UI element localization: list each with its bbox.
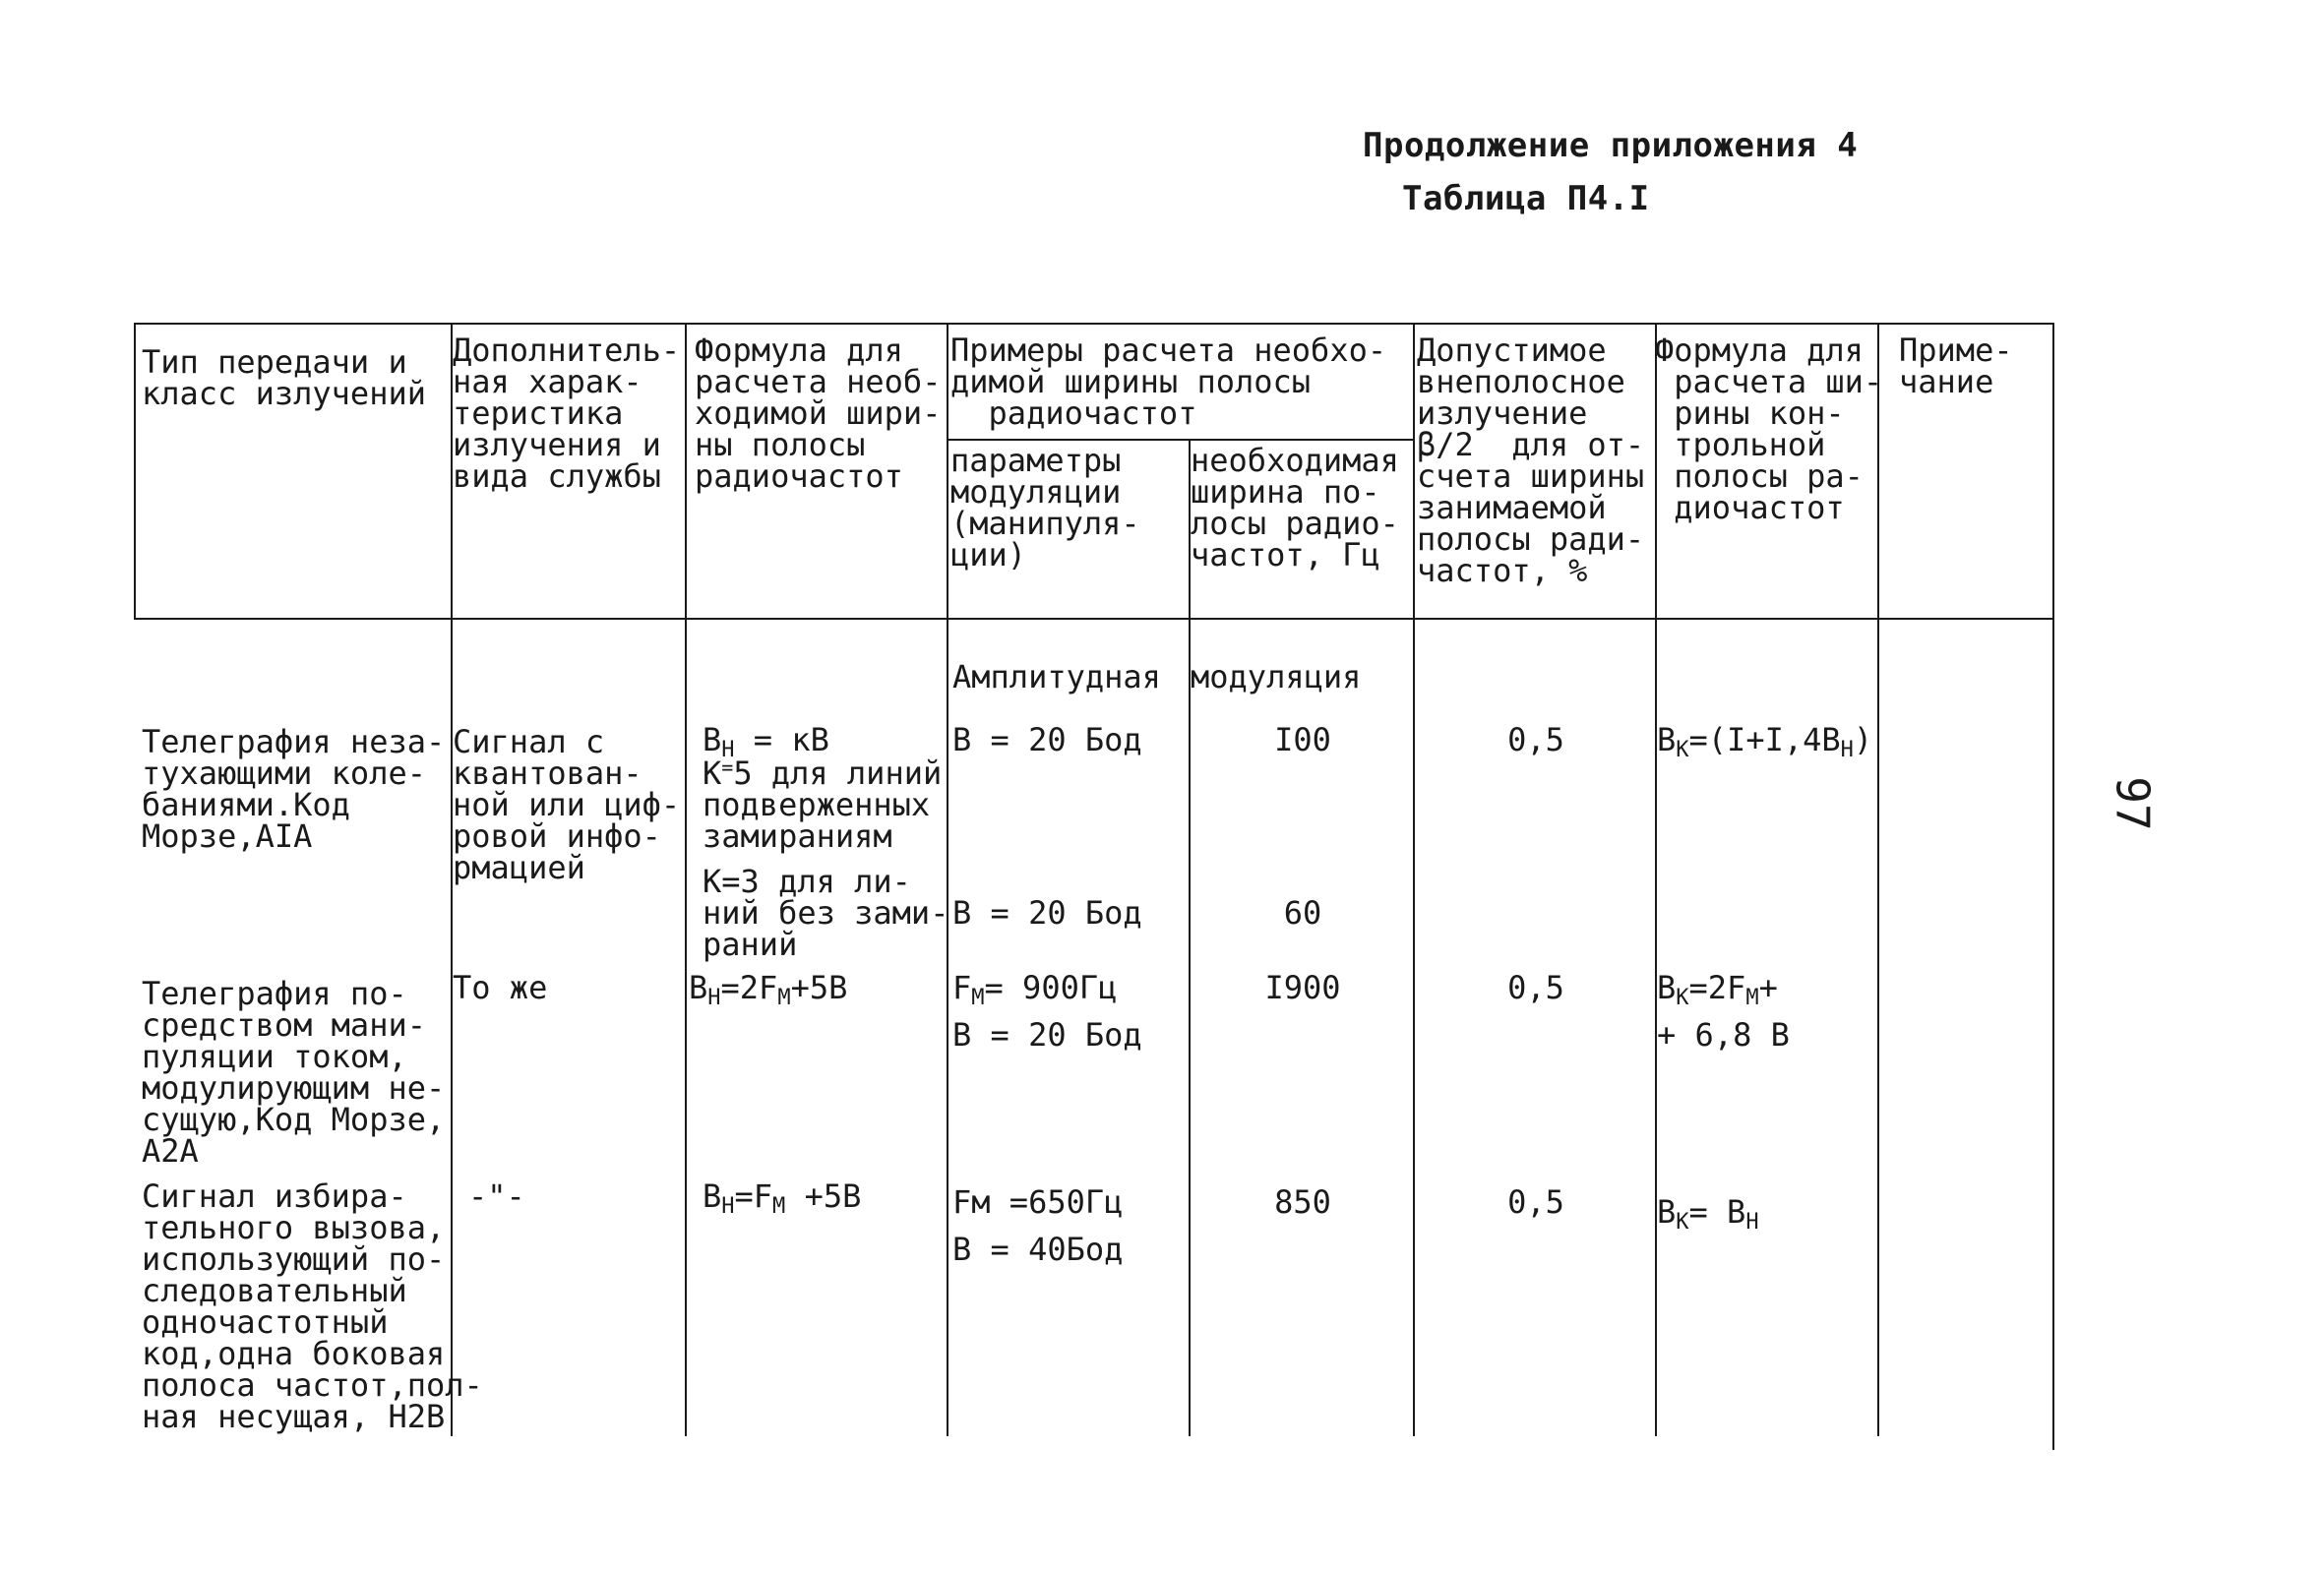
row2-control-formula: $B_K=2F_M+$ — [1657, 969, 1778, 1010]
row2-formula: $B_H=2F_M+5B$ — [689, 969, 848, 1010]
row2-mod-params-2: B = 20 Бод — [952, 1016, 1142, 1054]
row1-formula-c: K=3 для ли- ний без зами- раний — [703, 863, 949, 963]
row1-mod-params-1: B = 20 Бод — [952, 721, 1142, 758]
col-border-0 — [134, 323, 136, 620]
header-out-of-band: Допустимое внеполосное излучение β/2 для от- счета ширины занимаемой полосы ради- частот, % — [1417, 332, 1645, 589]
row1-formula-b: K=5 для линий подверженных замираниям — [703, 754, 943, 855]
row3-characteristic: -"- — [468, 1177, 525, 1215]
row3-mod-params-1: Fм =650Гц — [952, 1183, 1124, 1221]
row1-mod-params-2: B = 20 Бод — [952, 894, 1142, 932]
subheader-divider — [947, 439, 1415, 441]
row1-formula-a: $B_H$ = кB — [703, 721, 829, 762]
header-control-band-formula: Формула для расчета ши- рины кон- трольной полосы ра- диочастот — [1655, 332, 1883, 526]
col-border-8 — [2052, 323, 2054, 1450]
row2-control-formula-cont: + 6,8 B — [1657, 1016, 1790, 1054]
row2-out-of-band: 0,5 — [1507, 969, 1564, 1006]
row3-formula: $B_H=F_M +5B$ — [703, 1177, 862, 1219]
row3-mod-params-2: B = 40Бод — [952, 1231, 1124, 1268]
row2-mod-params-1: $F_M= 900Гц$ — [952, 969, 1118, 1010]
row3-control-formula: $B_K= B_H$ — [1657, 1193, 1759, 1235]
col-border-5 — [1413, 323, 1415, 1436]
header-emission-type: Тип передачи и класс излучений — [142, 343, 426, 412]
row2-emission-type: Телеграфия по- средством мани- пуляции током, модулирующим не- сущую,Код Морзе, A2A — [142, 975, 446, 1170]
row1-out-of-band: 0,5 — [1507, 721, 1564, 758]
header-bandwidth-formula: Формула для расчета необ- ходимой шири- ны полосы радиочастот — [695, 332, 942, 495]
header-modulation-params: параметры модуляции (манипуля- ции) — [950, 442, 1140, 573]
row2-characteristic: То же — [453, 969, 548, 1006]
row1-control-formula: $B_K=(I+I,4B_H)$ — [1657, 721, 1873, 762]
table-top-border — [134, 323, 2054, 325]
col-border-4 — [1189, 439, 1191, 1436]
row3-emission-type: Сигнал избира- тельного вызова, использующий по- следовательный одночастотный код,одна боковая полоса частот,пол- ная несущая, H2B — [142, 1177, 483, 1435]
row1-bandwidth-2: 60 — [1283, 894, 1322, 932]
header-calculation-examples: Примеры расчета необхо- димой ширины полосы радиочастот — [950, 332, 1387, 432]
row1-bandwidth-1: I00 — [1274, 721, 1331, 758]
page-number: 97 — [2106, 776, 2160, 831]
header-necessary-bandwidth: необходимая ширина по- лосы радио- частот, Гц — [1191, 442, 1399, 573]
section-label-amplitude: Амплитудная — [952, 658, 1161, 695]
header-bottom-border — [134, 618, 2054, 620]
continuation-heading: Продолжение приложения 4 — [1363, 126, 1859, 165]
header-additional-characteristic: Дополнитель- ная харак- теристика излучения и вида службы — [453, 332, 681, 495]
col-border-2 — [685, 323, 687, 1436]
section-label-modulation: модуляция — [1191, 658, 1362, 695]
row2-bandwidth: I900 — [1264, 969, 1341, 1006]
row3-out-of-band: 0,5 — [1507, 1183, 1564, 1221]
row1-characteristic: Сигнал с квантован- ной или циф- ровой инфо- рмацией — [453, 723, 681, 886]
table-title: Таблица П4.I — [1402, 179, 1650, 218]
row3-bandwidth: 850 — [1274, 1183, 1331, 1221]
header-note: Приме- чание — [1899, 332, 2013, 400]
row1-emission-type: Телеграфия неза- тухающими коле- баниями.Код Морзе,AIA — [142, 723, 446, 855]
